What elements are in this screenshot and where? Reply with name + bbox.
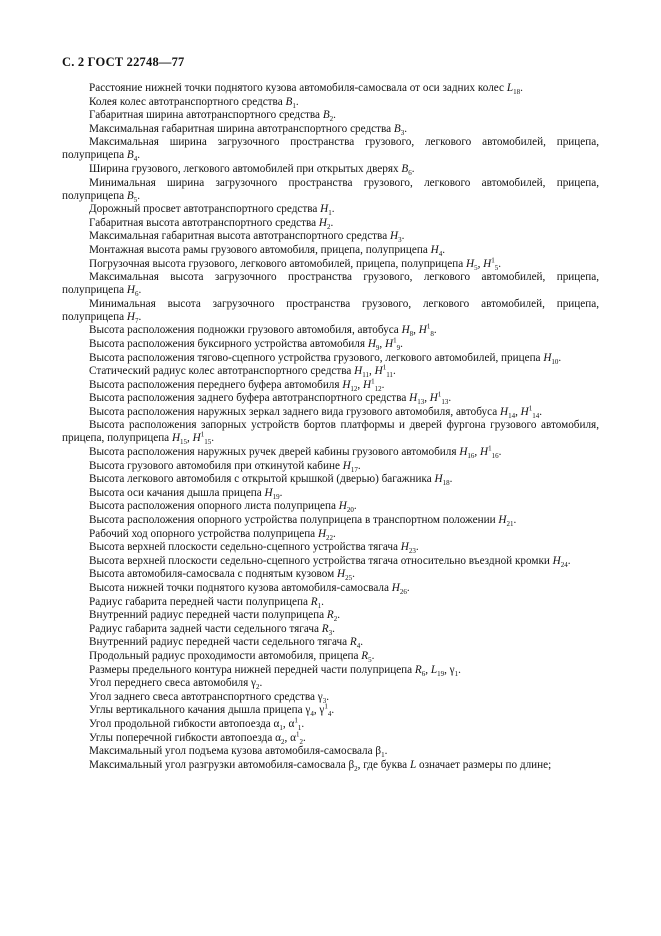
definition-paragraph: Погрузочная высота грузового, легкового автомобилей, прицепа, полуприцепа $H_5$, $H^1_5$.	[89, 255, 502, 272]
definition-paragraph: Внутренний радиус передней части седельного тягача $R_4$.	[89, 636, 364, 651]
definition-paragraph: Максимальная габаритная ширина автотранспортного средства $B_3$.	[89, 122, 408, 138]
definition-paragraph: Высота расположения тягово-сцепного устройства грузового, легкового автомобилей, прицепа $H_{10}$.	[89, 351, 562, 366]
definition-paragraph: Высота расположения буксирного устройства автомобиля $H_9$, $H^1_9$.	[89, 336, 403, 353]
definition-paragraph: Углы поперечной гибкости автопоезда $\alpha_2$, $\alpha^1_2$.	[89, 729, 306, 746]
definition-paragraph: Габаритная высота автотранспортного средства $H_2$.	[89, 216, 334, 231]
definition-paragraph: Высота расположения опорного устройства полуприцепа в транспортном положении $H_{21}$.	[89, 514, 517, 529]
page-header: С. 2 ГОСТ 22748—77	[62, 55, 185, 69]
definition-paragraph: Высота нижней точки поднятого кузова автомобиля-самосвала $H_{26}$.	[89, 582, 410, 597]
definition-paragraph: Минимальная высота загрузочного пространства грузового, легкового автомобилей, прицепа, полуприцепа $H_7$.	[62, 297, 599, 325]
definition-paragraph: Габаритная ширина автотранспортного средства $B_2$.	[89, 109, 336, 124]
definition-paragraph: Угол заднего свеса автотранспортного средства $\gamma_3$.	[89, 690, 330, 705]
definition-paragraph: Дорожный просвет автотранспортного средства $H_1$.	[89, 203, 335, 218]
definition-paragraph: Углы вертикального качания дышла прицепа $\gamma_4$, $\gamma^1_4$.	[89, 702, 335, 719]
definition-paragraph: Радиус габарита передней части полуприцепа $R_1$.	[89, 595, 324, 610]
definition-paragraph: Монтажная высота рамы грузового автомобиля, прицепа, полуприцепа $H_4$.	[89, 243, 445, 259]
definition-paragraph: Продольный радиус проходимости автомобиля, прицепа $R_5$.	[89, 649, 375, 665]
definition-paragraph: Максимальный угол подъема кузова автомобиля-самосвала $\beta_1$.	[89, 745, 388, 760]
definition-paragraph: Размеры предельного контура нижней передней части полуприцепа $R_6$, $L_{19}$, $\gamma_1$.	[89, 663, 461, 678]
definition-paragraph: Высота автомобиля-самосвала с поднятым кузовом $H_{25}$.	[89, 568, 355, 583]
definition-paragraph: Рабочий ход опорного устройства полуприцепа $H_{22}$.	[89, 527, 336, 542]
definition-paragraph: Колея колес автотранспортного средства $B_1$.	[89, 95, 299, 110]
definition-paragraph: Минимальная ширина загрузочного пространства грузового, легкового автомобилей, прицепа, полуприцепа $B_5$.	[62, 176, 599, 204]
definition-paragraph: Высота расположения наружных ручек дверей кабины грузового автомобиля $H_{16}$, $H^1_{16}$.	[89, 444, 502, 461]
definition-paragraph: Угол продольной гибкости автопоезда $\alpha_1$, $\alpha^1_1$.	[89, 716, 305, 733]
definition-paragraph: Угол переднего свеса автомобиля $\gamma_2$.	[89, 677, 263, 692]
definition-paragraph: Внутренний радиус передней части полуприцепа $R_2$.	[89, 609, 341, 624]
definition-paragraph: Высота расположения переднего буфера автомобиля $H_{12}$, $H^1_{12}$.	[89, 376, 385, 393]
definition-paragraph: Радиус габарита задней части седельного тягача $R_3$.	[89, 622, 335, 638]
definition-paragraph: Максимальная габаритная высота автотранспортного средства $H_3$.	[89, 230, 405, 245]
definition-paragraph: Максимальная ширина загрузочного пространства грузового, легкового автомобилей, прицепа, полуприцепа $B_4$.	[62, 136, 599, 164]
definition-paragraph: Максимальная высота загрузочного пространства грузового, легкового автомобилей, прицепа, полуприцепа $H_6$.	[62, 271, 599, 299]
definition-paragraph: Высота расположения подножки грузового автомобиля, автобуса $H_8$, $H^1_8$.	[89, 322, 437, 339]
definition-paragraph: Высота верхней плоскости седельно-сцепного устройства тягача $H_{23}$.	[89, 541, 419, 556]
definition-paragraph: Ширина грузового, легкового автомобилей при открытых дверях $B_6$.	[89, 162, 415, 178]
definition-paragraph: Высота легкового автомобиля с открытой крышкой (дверью) багажника $H_{18}$.	[89, 473, 453, 488]
definition-paragraph: Высота расположения запорных устройств бортов платформы и дверей фургона грузового автомобиля, прицепа, полуприцепа $H_{15}$, $H^1_{15}$.	[62, 419, 599, 447]
definition-paragraph: Статический радиус колес автотранспортного средства $H_{11}$, $H^1_{11}$.	[89, 363, 396, 380]
definition-paragraph: Высота расположения заднего буфера автотранспортного средства $H_{13}$, $H^1_{13}$.	[89, 390, 452, 407]
definition-paragraph: Высота грузового автомобиля при откинутой кабине $H_{17}$.	[89, 459, 361, 474]
definition-paragraph: Расстояние нижней точки поднятого кузова автомобиля-самосвала от оси задних колес $L_{18}$.	[89, 82, 523, 97]
definition-paragraph: Максимальный угол разгрузки автомобиля-самосвала $\beta_2$, где буква L означает размеры по длине;	[89, 758, 552, 773]
definition-paragraph: Высота оси качания дышла прицепа $H_{19}$.	[89, 486, 283, 502]
definition-paragraph: Высота расположения наружных зеркал заднего вида грузового автомобиля, автобуса $H_{14}$, $H^1_{14}$.	[89, 404, 543, 421]
definition-paragraph: Высота расположения опорного листа полуприцепа $H_{20}$.	[89, 500, 357, 515]
definition-paragraph: Высота верхней плоскости седельно-сцепного устройства тягача относительно въездной кромки $H_{24}$.	[89, 554, 571, 570]
document-body	[62, 82, 599, 772]
